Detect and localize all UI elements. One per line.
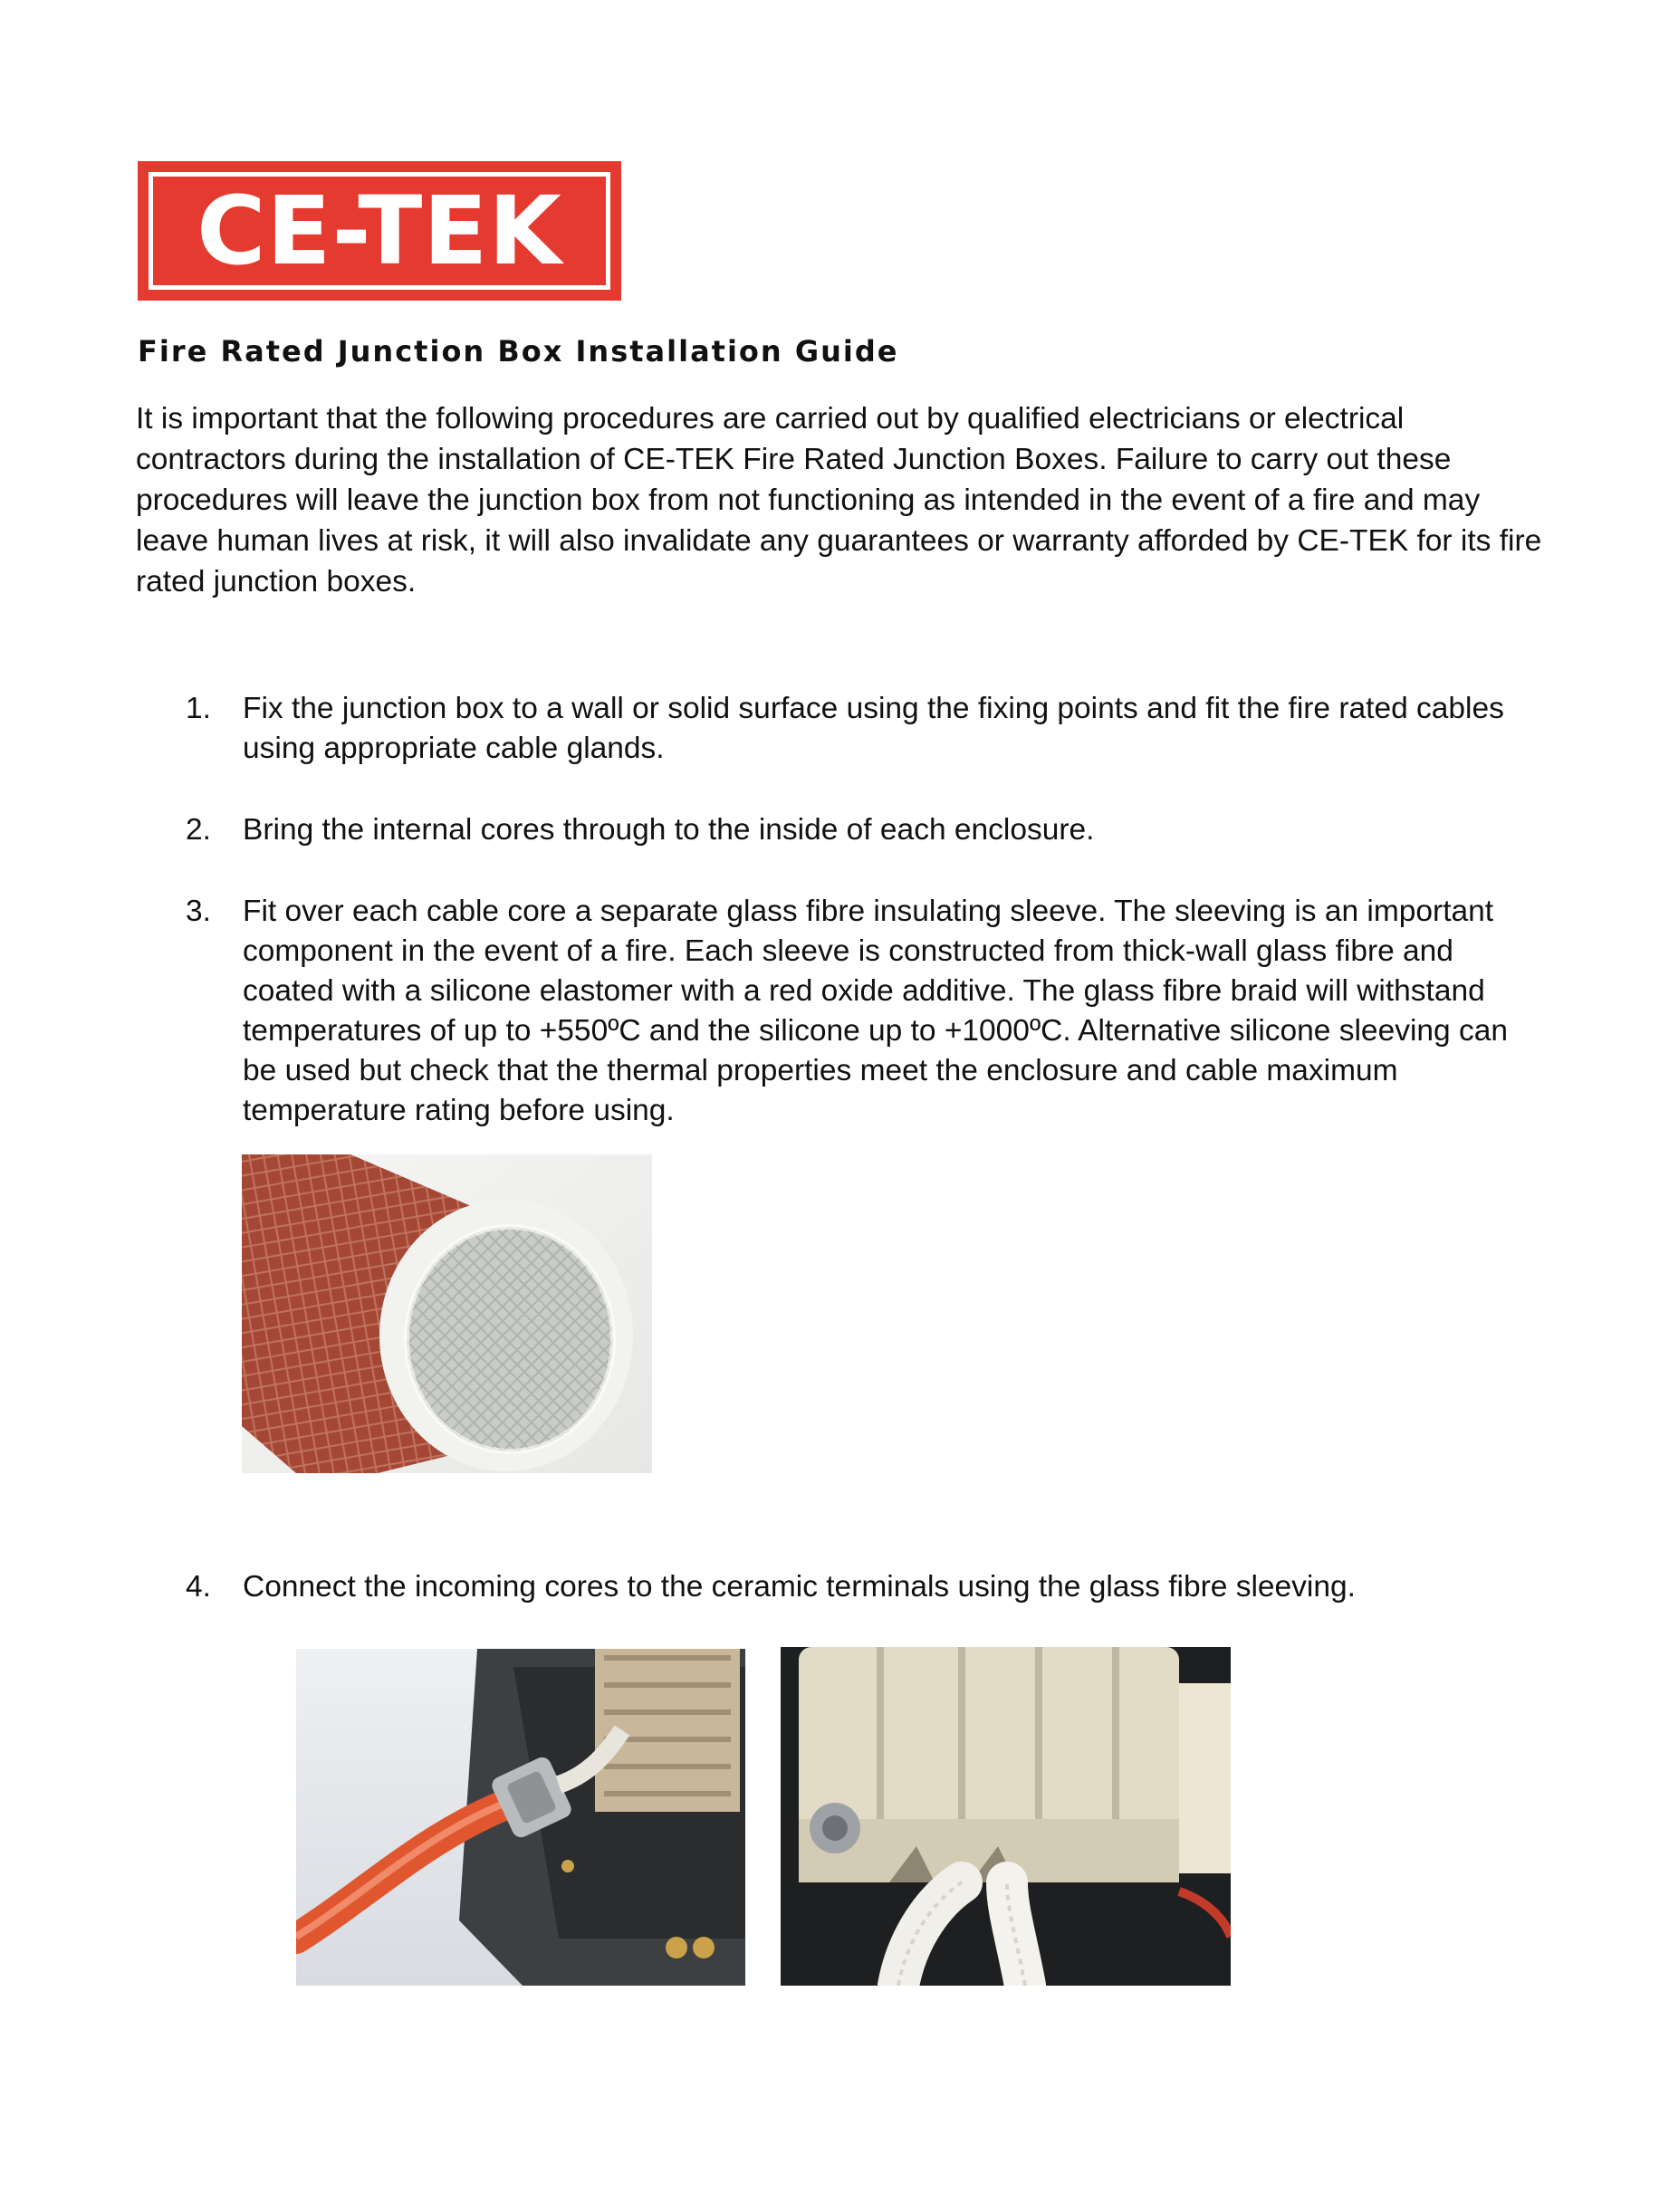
step-number: 2. <box>186 813 211 847</box>
step-number: 1. <box>186 692 211 725</box>
step-number: 4. <box>186 1570 211 1604</box>
ce-tek-logo <box>138 161 621 301</box>
step-text: Connect the incoming cores to the ceramic terminals using the glass fibre sleeving. <box>243 1570 1356 1604</box>
glass-fibre-sleeve-photo <box>242 1154 652 1473</box>
document-title: Fire Rated Junction Box Installation Guide <box>138 334 899 369</box>
intro-paragraph: It is important that the following procedures are carried out by qualified electricians or electrical contractors during the installation of CE-TEK Fire Rated Junction Boxes. Failure to carry out these procedures will leave the junction box from not functioning as intended in the event of a fire and may leave human lives at risk, it will also invalidate any guarantees or warranty afforded by CE-TEK for its fire rated junction boxes. <box>136 402 1542 598</box>
logo-text: CE-TEK <box>197 176 562 286</box>
step-1 <box>186 689 1544 769</box>
step-text: Bring the internal cores through to the inside of each enclosure. <box>243 813 1095 847</box>
step-3 <box>186 892 1544 1131</box>
step-text: Fit over each cable core a separate glass fibre insulating sleeve. The sleeving is an important component in the event of a fire. Each sleeve is constructed from thick-wall glass fibre and coated with a silicone elastomer with a red oxide additive. The glass fibre braid will withstand temperatures of up to +550ºC and the silicone up to +1000ºC. Alternative silicone sleeving can be used but check that the thermal properties meet the enclosure and cable maximum temperature rating before using. <box>243 895 1508 1127</box>
junction-box-photo <box>296 1649 745 1986</box>
ceramic-terminals-photo <box>781 1647 1231 1986</box>
logo-frame <box>149 172 610 290</box>
step-text: Fix the junction box to a wall or solid surface using the fixing points and fit the fire rated cables using appropriate cable glands. <box>243 692 1504 765</box>
step-4 <box>186 1567 1544 1607</box>
step-2 <box>186 810 1544 850</box>
step-number: 3. <box>186 895 211 928</box>
